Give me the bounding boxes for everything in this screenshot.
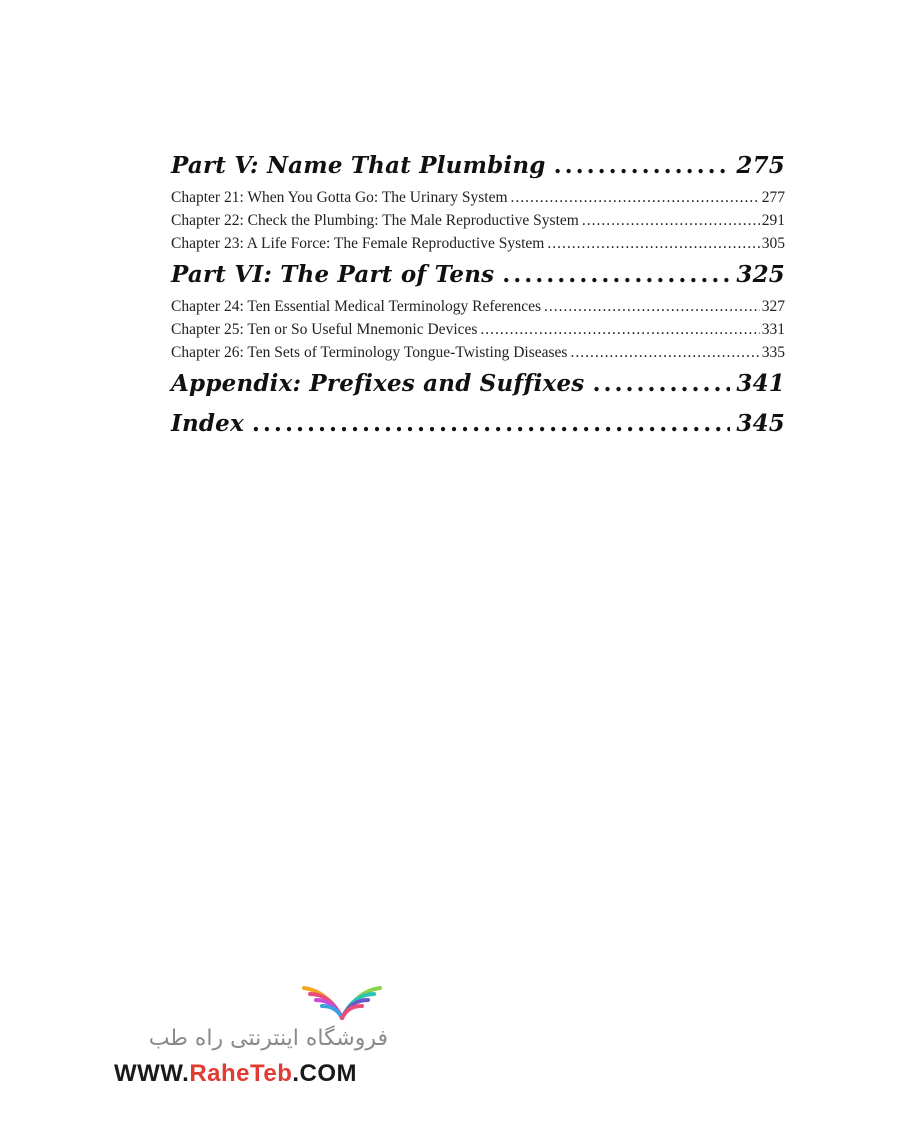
open-book-icon [292,980,392,1020]
table-of-contents [171,146,785,444]
part-page-number: 341 [736,370,785,397]
chapter-page-number: 291 [761,212,785,229]
url-suffix: .COM [292,1060,358,1087]
dot-leader [502,255,730,295]
chapter-page-number: 327 [761,298,785,315]
chapter-page-number: 277 [761,189,785,206]
dot-leader [544,295,760,318]
chapter-title: Chapter 22: Check the Plumbing: The Male Reproductive System [171,212,579,229]
chapter-entry[interactable] [171,232,785,255]
chapter-page-number: 335 [761,344,785,361]
dot-leader [570,341,759,364]
part-heading[interactable] [171,146,785,186]
dot-leader [511,186,760,209]
dot-leader [547,232,759,255]
dot-leader [592,364,730,404]
part-title: Part V: Name That Plumbing [171,152,546,179]
part-heading[interactable] [171,255,785,295]
watermark-persian-text: فروشگاه اینترنتی راه طب [148,1026,388,1051]
chapter-title: Chapter 24: Ten Essential Medical Terminology References [171,298,542,315]
chapter-title: Chapter 25: Ten or So Useful Mnemonic Devices [171,321,478,338]
chapter-entry[interactable] [171,295,785,318]
part-heading[interactable] [171,364,785,404]
chapter-page-number: 331 [761,321,785,338]
part-title: Part VI: The Part of Tens [171,261,495,288]
chapter-entry[interactable] [171,318,785,341]
chapter-title: Chapter 23: A Life Force: The Female Reproductive System [171,235,545,252]
part-title: Index [171,410,244,437]
url-brand: RaheTeb [189,1060,293,1087]
chapter-entry[interactable] [171,209,785,232]
part-heading[interactable] [171,404,785,444]
part-page-number: 275 [736,152,785,179]
chapter-title: Chapter 21: When You Gotta Go: The Urinary System [171,189,508,206]
part-page-number: 325 [736,261,785,288]
part-title: Appendix: Prefixes and Suffixes [171,370,585,397]
part-page-number: 345 [736,410,785,437]
chapter-title: Chapter 26: Ten Sets of Terminology Tongue-Twisting Diseases [171,344,568,361]
dot-leader [582,209,760,232]
dot-leader [252,404,730,444]
url-prefix: WWW. [114,1060,190,1087]
chapter-entry[interactable] [171,341,785,364]
watermark-url [114,1060,357,1088]
chapter-page-number: 305 [761,235,785,252]
chapter-entry[interactable] [171,186,785,209]
dot-leader [554,146,731,186]
watermark-logo [112,980,392,1090]
dot-leader [480,318,759,341]
